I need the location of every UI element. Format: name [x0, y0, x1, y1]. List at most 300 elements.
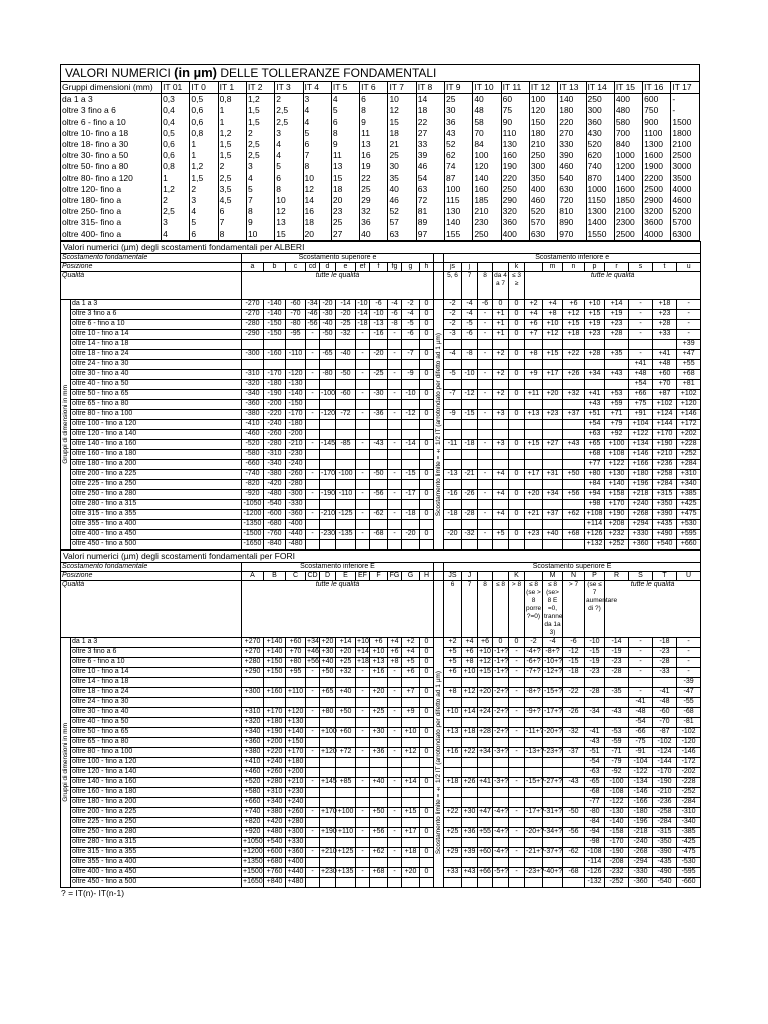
deviation-cell: - — [356, 389, 370, 399]
deviation-cell — [356, 499, 370, 509]
tolerance-cell: 36 — [360, 217, 388, 228]
tolerance-cell: 54 — [416, 173, 444, 184]
deviation-cell — [462, 787, 478, 797]
position-letter: N — [563, 571, 585, 580]
deviation-cell — [509, 797, 525, 807]
deviation-cell: -8 — [388, 319, 402, 329]
deviation-cell — [356, 767, 370, 777]
deviation-cell: +24 — [479, 708, 491, 716]
deviation-cell: +68 — [585, 449, 605, 459]
deviation-cell: - — [509, 647, 525, 657]
deviation-cell: - — [677, 657, 701, 667]
deviation-cell: +40 — [370, 777, 388, 787]
deviation-cell: -14 — [605, 637, 629, 647]
tolerance-cell: 0,6 — [162, 139, 190, 150]
deviation-cell: -390 — [653, 847, 677, 857]
tolerance-cell: 15 — [275, 229, 303, 241]
deviation-cell — [478, 737, 493, 747]
row-label: oltre 180- fino a — [61, 195, 162, 206]
deviation-cell — [585, 379, 605, 389]
deviation-cell — [320, 359, 336, 369]
deviation-cell — [493, 449, 509, 459]
deviation-cell — [462, 429, 478, 439]
deviation-cell — [420, 499, 434, 509]
deviation-cell: +54 — [585, 419, 605, 429]
deviation-cell: +56 — [563, 489, 585, 499]
tolerance-cell: 63 — [416, 184, 444, 195]
tolerance-cell: 140 — [558, 94, 586, 106]
quality-cell: 5, 6 — [444, 271, 462, 299]
deviation-cell — [444, 359, 462, 369]
deviation-cell: -490 — [653, 867, 677, 877]
deviation-cell: +14 — [402, 777, 420, 787]
table-row — [61, 479, 701, 489]
deviation-cell: -240 — [629, 837, 653, 847]
row-label: oltre 100 - fino a 120 — [71, 419, 242, 429]
tolerance-cell: 2500 — [614, 229, 642, 241]
deviation-cell: +20 — [336, 647, 356, 657]
deviation-cell — [370, 379, 388, 389]
deviation-cell: +87 — [653, 389, 677, 399]
deviation-cell: +108 — [585, 509, 605, 519]
deviation-cell — [264, 339, 286, 349]
deviation-cell: +330 — [286, 837, 306, 847]
deviation-cell: +23 — [585, 329, 605, 339]
deviation-cell: -15 — [563, 657, 585, 667]
deviation-cell: +53 — [605, 389, 629, 399]
it-header: IT 13 — [558, 82, 586, 94]
deviation-cell — [444, 479, 462, 489]
deviation-cell: -4 — [543, 637, 563, 647]
deviation-cell: 0 — [420, 309, 434, 319]
deviation-cell — [653, 677, 677, 687]
tolerance-cell: 6 — [190, 229, 218, 241]
deviation-cell — [242, 697, 264, 707]
deviation-cell: +284 — [677, 459, 701, 469]
deviation-cell: -170 — [264, 369, 286, 379]
deviation-cell — [336, 787, 356, 797]
deviation-cell: - — [509, 667, 525, 677]
deviation-cell: 0 — [420, 647, 434, 657]
deviation-cell: -660 — [242, 459, 264, 469]
deviation-cell: +12 — [462, 687, 478, 697]
deviation-cell: +252 — [677, 449, 701, 459]
deviation-cell: - — [356, 439, 370, 449]
deviation-cell: - — [356, 509, 370, 519]
deviation-cell — [444, 379, 462, 389]
deviation-cell — [509, 539, 525, 549]
table-row — [61, 329, 701, 339]
deviation-cell: -170 — [321, 470, 336, 478]
deviation-cell — [420, 339, 434, 349]
deviation-cell — [336, 399, 356, 409]
js-spacer — [434, 262, 444, 271]
deviation-cell: +170 — [321, 808, 337, 816]
deviation-cell: +20 — [543, 389, 563, 399]
quality-cell: > 7 — [563, 580, 585, 637]
deviation-cell: -435 — [653, 857, 677, 867]
deviation-cell — [420, 717, 434, 727]
table-row — [61, 439, 701, 449]
deviation-cell: - — [388, 707, 402, 717]
deviation-cell: 0 — [509, 409, 525, 419]
deviation-cell — [462, 677, 478, 687]
deviation-cell: +43 — [585, 399, 605, 409]
fundamental-tolerances-table — [60, 64, 700, 241]
tolerance-cell: 220 — [501, 173, 529, 184]
deviation-cell: -310 — [242, 369, 264, 379]
table-row — [61, 787, 701, 797]
deviation-cell: -18 — [357, 320, 368, 328]
deviation-cell — [356, 399, 370, 409]
position-letter — [493, 571, 509, 580]
deviation-cell: -2 — [444, 319, 462, 329]
deviation-cell — [509, 399, 525, 409]
deviation-cell: - — [629, 657, 653, 667]
deviation-cell: +30 — [462, 807, 478, 817]
deviation-cell: -15+? — [544, 688, 563, 696]
deviation-cell: +62 — [370, 847, 388, 857]
deviation-cell — [525, 429, 543, 439]
deviation-cell: +1350 — [243, 858, 263, 866]
deviation-cell — [242, 677, 264, 687]
deviation-cell: -20 — [336, 309, 356, 319]
deviation-cell — [525, 877, 543, 887]
deviation-cell: 0 — [420, 409, 434, 419]
deviation-cell: +820 — [242, 817, 264, 827]
deviation-cell: -50 — [563, 807, 585, 817]
deviation-cell — [543, 817, 563, 827]
deviation-cell: -23 — [605, 657, 629, 667]
deviation-cell: - — [306, 409, 320, 419]
position-letter: T — [653, 571, 677, 580]
tolerance-cell: 190 — [501, 161, 529, 172]
deviation-cell: 0 — [509, 309, 525, 319]
deviation-cell — [356, 419, 370, 429]
tolerance-cell: 1,5 — [218, 150, 246, 161]
deviation-cell: -294 — [629, 857, 653, 867]
deviation-cell — [605, 379, 629, 389]
deviation-cell: +4 — [543, 299, 563, 309]
deviation-cell: +1 — [493, 309, 509, 319]
deviation-cell: -32 — [462, 529, 478, 539]
table-row — [61, 369, 701, 379]
it-header: IT 12 — [529, 82, 557, 94]
deviation-cell: 0 — [420, 439, 434, 449]
deviation-cell: -6 — [563, 637, 585, 647]
tolerance-cell: 5 — [275, 161, 303, 172]
deviation-cell: -196 — [629, 817, 653, 827]
deviation-cell: +1500 — [243, 868, 263, 876]
deviation-cell: -37+? — [544, 848, 563, 856]
tolerance-cell: 8 — [360, 105, 388, 116]
row-label: oltre 120 - fino a 140 — [71, 767, 242, 777]
deviation-cell: - — [509, 827, 525, 837]
deviation-cell — [242, 339, 264, 349]
deviation-cell: +26 — [563, 369, 585, 379]
deviation-cell — [370, 787, 388, 797]
table-row — [61, 349, 701, 359]
deviation-cell: +15 — [543, 349, 563, 359]
tolerance-cell: 8 — [303, 161, 331, 172]
deviation-cell: +28 — [653, 319, 677, 329]
deviation-cell: +95 — [286, 667, 306, 677]
deviation-cell: +1 — [493, 329, 509, 339]
deviation-cell: +34 — [543, 489, 563, 499]
deviation-cell: +232 — [605, 529, 629, 539]
deviation-cell: +190 — [605, 509, 629, 519]
deviation-cell: - — [306, 529, 320, 539]
deviation-cell — [402, 459, 420, 469]
tolerance-cell: 12 — [275, 206, 303, 217]
deviation-cell: -140 — [264, 299, 286, 309]
deviation-cell — [478, 697, 493, 707]
deviation-cell: +4 — [525, 309, 543, 319]
deviation-cell — [525, 787, 543, 797]
deviation-cell: - — [629, 349, 653, 359]
deviation-cell: +68 — [370, 867, 388, 877]
deviation-cell: +10 — [543, 319, 563, 329]
row-label: oltre 24 - fino a 30 — [71, 359, 242, 369]
position-letter: u — [677, 262, 701, 271]
deviation-cell: -40 — [336, 349, 356, 359]
deviation-cell — [370, 399, 388, 409]
deviation-cell — [605, 677, 629, 687]
tolerance-cell: 130 — [501, 139, 529, 150]
deviation-cell: -4+? — [494, 848, 509, 856]
row-label: da 1 a 3 — [61, 94, 162, 106]
deviation-cell: -280 — [286, 479, 306, 489]
deviation-cell: +120 — [286, 707, 306, 717]
deviation-cell: +50 — [320, 667, 336, 677]
deviation-cell: -13 — [370, 319, 388, 329]
deviation-cell: +150 — [286, 737, 306, 747]
deviation-cell: +80 — [286, 657, 306, 667]
deviation-cell: -2+? — [494, 688, 509, 696]
deviation-cell — [563, 877, 585, 887]
deviation-cell: +135 — [336, 867, 356, 877]
deviation-cell: +300 — [286, 827, 306, 837]
deviation-cell — [306, 677, 320, 687]
deviation-cell: -22 — [563, 687, 585, 697]
deviation-cell — [420, 877, 434, 887]
deviation-cell: +258 — [653, 469, 677, 479]
tolerance-cell: 110 — [501, 128, 529, 139]
deviation-cell — [336, 767, 356, 777]
deviation-cell: -410 — [242, 419, 264, 429]
table-row — [61, 206, 700, 217]
deviation-cell: -17+? — [544, 708, 563, 716]
deviation-cell: - — [306, 687, 320, 697]
tolerance-cell: 1000 — [614, 150, 642, 161]
deviation-cell: -70 — [286, 309, 306, 319]
position-letter: J — [462, 571, 478, 580]
tolerance-cell: 630 — [558, 184, 586, 195]
deviation-cell — [336, 379, 356, 389]
all-qualities: tutte le qualità — [242, 271, 434, 299]
table-row — [61, 807, 701, 817]
deviation-cell — [320, 837, 336, 847]
deviation-cell: -10 — [357, 300, 368, 308]
deviation-cell — [444, 459, 462, 469]
tolerance-cell: 0,8 — [162, 161, 190, 172]
deviation-cell: +25 — [370, 707, 388, 717]
tolerance-cell: 12 — [388, 105, 416, 116]
deviation-cell: -6 — [462, 329, 478, 339]
deviation-cell — [356, 379, 370, 389]
deviation-cell — [306, 737, 320, 747]
position-letter: G — [402, 571, 420, 580]
deviation-cell: -230 — [286, 449, 306, 459]
position-letter: P — [585, 571, 605, 580]
quality-cell: 8 — [478, 580, 493, 637]
deviation-cell: +68 — [563, 529, 585, 539]
deviation-cell — [306, 877, 320, 887]
deviation-cell: - — [509, 777, 525, 787]
letters-row — [61, 571, 701, 580]
tolerance-cell: 19 — [360, 161, 388, 172]
deviation-cell: +85 — [336, 777, 356, 787]
tolerance-cell: 1850 — [614, 195, 642, 206]
deviation-cell — [320, 877, 336, 887]
position-letter: CD — [307, 571, 318, 579]
deviation-cell: - — [388, 777, 402, 787]
deviation-cell: - — [306, 667, 320, 677]
tolerance-cell: 360 — [586, 117, 614, 128]
deviation-cell: +10 — [585, 299, 605, 309]
table-row — [61, 757, 701, 767]
deviation-cell — [493, 419, 509, 429]
deviation-cell: +13 — [525, 409, 543, 419]
deviation-cell: +18 — [563, 329, 585, 339]
tolerance-cell: 460 — [558, 161, 586, 172]
deviation-cell: -202 — [677, 767, 701, 777]
it-header: IT 14 — [586, 82, 614, 94]
deviation-cell — [462, 877, 478, 887]
deviation-cell: -280 — [242, 319, 264, 329]
table-row — [61, 667, 701, 677]
deviation-cell: 0 — [420, 329, 434, 339]
tolerance-cell: 0,8 — [218, 94, 246, 106]
deviation-cell: +8 — [444, 687, 462, 697]
deviation-cell: +150 — [264, 667, 286, 677]
row-label: oltre 24 - fino a 30 — [71, 697, 242, 707]
tolerance-cell: 720 — [558, 195, 586, 206]
deviation-cell: +23 — [525, 529, 543, 539]
deviation-cell: +1050 — [243, 838, 263, 846]
deviation-cell: -32 — [563, 727, 585, 737]
deviation-cell: +41 — [653, 349, 677, 359]
tolerance-cell: 18 — [416, 105, 444, 116]
tolerance-cell: 1600 — [614, 184, 642, 195]
tolerance-cell: 10 — [303, 173, 331, 184]
deviation-cell — [462, 737, 478, 747]
deviation-cell: 0 — [420, 847, 434, 857]
deviation-cell — [402, 519, 420, 529]
deviation-cell — [388, 697, 402, 707]
deviation-cell: -72 — [336, 409, 356, 419]
deviation-cell: -3+? — [494, 778, 509, 786]
deviation-cell: +4 — [388, 637, 402, 647]
row-label: oltre 160 - fino a 180 — [71, 449, 242, 459]
deviation-cell: +4 — [493, 489, 509, 499]
it-header: IT 2 — [246, 82, 274, 94]
deviation-cell — [286, 697, 306, 707]
position-letter: M — [543, 571, 563, 580]
row-label: oltre 6 - fino a 10 — [61, 117, 162, 128]
deviation-cell: -300 — [286, 489, 306, 499]
deviation-cell — [543, 797, 563, 807]
table-row — [61, 389, 701, 399]
blank-cell — [434, 271, 444, 299]
tolerance-cell: 4 — [246, 173, 274, 184]
deviation-cell: -32 — [336, 329, 356, 339]
deviation-cell — [320, 479, 336, 489]
tolerance-cell: 16 — [360, 150, 388, 161]
deviation-cell — [306, 429, 320, 439]
deviation-cell: -425 — [677, 837, 701, 847]
deviation-cell: - — [629, 299, 653, 309]
deviation-cell: +122 — [629, 429, 653, 439]
size-groups-vertical — [61, 299, 71, 549]
deviation-cell — [336, 499, 356, 509]
tolerance-cell: 1,2 — [246, 94, 274, 106]
tolerance-cell: 230 — [473, 217, 501, 228]
table-row — [61, 727, 701, 737]
deviation-cell: -40+? — [544, 868, 563, 876]
tolerance-cell: 29 — [360, 195, 388, 206]
deviation-cell: -51 — [585, 747, 605, 757]
deviation-cell: -56 — [370, 489, 388, 499]
deviation-cell: +240 — [286, 797, 306, 807]
deviation-cell: +66 — [479, 868, 491, 876]
tolerance-cell: 250 — [473, 229, 501, 241]
deviation-cell: -660 — [677, 877, 701, 887]
deviation-cell: +435 — [653, 519, 677, 529]
table-row — [61, 657, 701, 667]
tolerance-cell: 3600 — [643, 217, 671, 228]
deviation-cell: +146 — [629, 449, 653, 459]
deviation-cell: +150 — [264, 657, 286, 667]
deviation-cell: -68 — [370, 529, 388, 539]
deviation-cell: +2 — [402, 637, 420, 647]
deviation-cell: +30 — [320, 647, 336, 657]
deviation-cell: +2 — [525, 299, 543, 309]
deviation-cell: 0 — [420, 489, 434, 499]
tolerance-cell: 2 — [218, 161, 246, 172]
deviation-cell: +140 — [264, 637, 286, 647]
deviation-cell — [420, 479, 434, 489]
deviation-cell — [320, 519, 336, 529]
table-row — [61, 539, 701, 549]
deviation-cell: -20+? — [544, 728, 563, 736]
deviation-cell — [356, 787, 370, 797]
deviation-cell — [563, 797, 585, 807]
deviation-cell: 0 — [420, 667, 434, 677]
deviation-cell: -6 — [370, 299, 388, 309]
deviation-cell — [264, 359, 286, 369]
tolerance-cell: 1600 — [643, 150, 671, 161]
deviation-cell: -43 — [370, 439, 388, 449]
deviation-cell: -12 — [563, 647, 585, 657]
deviation-cell: -54 — [585, 757, 605, 767]
deviation-cell — [402, 449, 420, 459]
deviation-cell — [563, 449, 585, 459]
tolerance-cell: 0,6 — [162, 150, 190, 161]
deviation-cell — [420, 539, 434, 549]
deviation-cell: -63 — [585, 767, 605, 777]
deviation-cell — [525, 419, 543, 429]
